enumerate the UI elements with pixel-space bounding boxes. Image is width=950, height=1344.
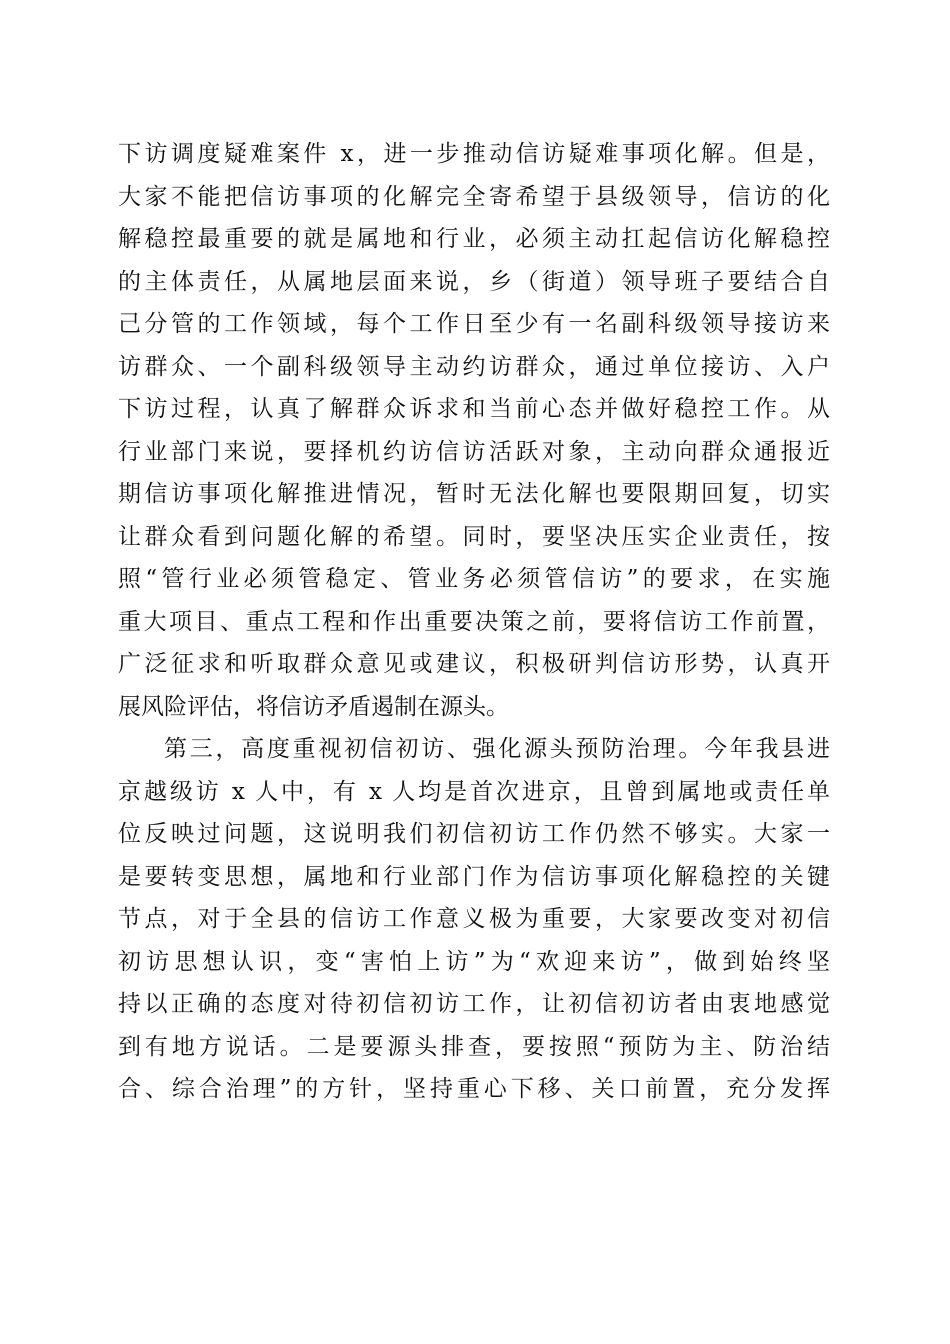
text-line: 是要转变思想，属地和行业部门作为信访事项化解稳控的关键	[118, 863, 830, 890]
text-line: 解稳控最重要的就是属地和行业，必须主动扛起信访化解稳控	[118, 226, 830, 252]
text-line: 大家不能把信访事项的化解完全寄希望于县级领导，信访的化	[118, 183, 830, 210]
text-line: 初访思想认识，变“害怕上访”为“欢迎来访”，做到始终坚	[118, 948, 830, 975]
text-line: 合、综合治理”的方针，坚持重心下移、关口前置，充分发挥	[118, 1076, 830, 1102]
paragraph-start-line: 第三，高度重视初信初访、强化源头预防治理。今年我县进	[164, 736, 830, 762]
text-line: 节点，对于全县的信访工作意义极为重要，大家要改变对初信	[118, 906, 830, 932]
text-line: 持以正确的态度对待初信初访工作，让初信初访者由衷地感觉	[118, 991, 830, 1017]
paragraph-end-line: 展风险评估，将信访矛盾遏制在源头。	[118, 693, 509, 720]
text-line: 让群众看到问题化解的希望。同时，要坚决压实企业责任，按	[118, 523, 830, 550]
text-line: 期信访事项化解推进情况，暂时无法化解也要限期回复，切实	[118, 481, 830, 507]
text-line: 行业部门来说，要择机约访信访活跃对象，主动向群众通报近	[118, 438, 830, 465]
body-text	[118, 133, 830, 1111]
text-line: 己分管的工作领域，每个工作日至少有一名副科级领导接访来	[118, 311, 830, 337]
text-line: 广泛征求和听取群众意见或建议，积极研判信访形势，认真开	[118, 651, 830, 677]
text-line: 下访过程，认真了解群众诉求和当前心态并做好稳控工作。从	[118, 396, 830, 422]
text-line: 照“管行业必须管稳定、管业务必须管信访”的要求，在实施	[118, 566, 830, 592]
text-line: 的主体责任，从属地层面来说，乡（街道）领导班子要结合自	[118, 268, 830, 295]
text-line: 下访调度疑难案件 x，进一步推动信访疑难事项化解。但是，	[118, 141, 830, 167]
text-line: 京越级访 x 人中，有 x 人均是首次进京，且曾到属地或责任单	[118, 778, 830, 805]
text-line: 重大项目、重点工程和作出重要决策之前，要将信访工作前置，	[118, 608, 830, 635]
text-line: 访群众、一个副科级领导主动约访群众，通过单位接访、入户	[118, 353, 830, 380]
text-line: 到有地方说话。二是要源头排查，要按照“预防为主、防治结	[118, 1033, 830, 1060]
text-line: 位反映过问题，这说明我们初信初访工作仍然不够实。大家一	[118, 821, 830, 847]
